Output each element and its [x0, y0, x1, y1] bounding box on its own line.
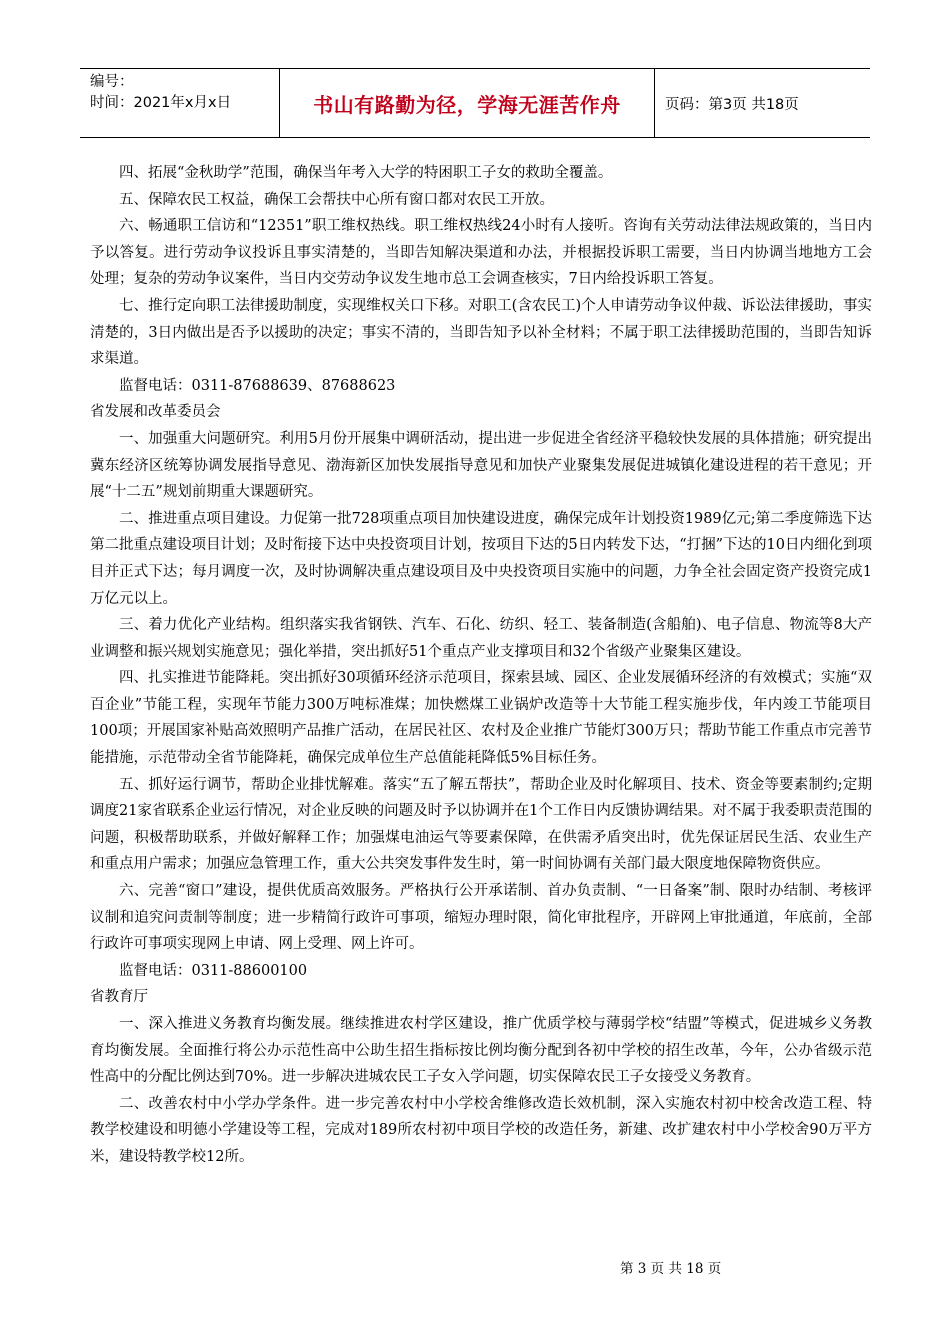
- section-heading: 省发展和改革委员会: [90, 404, 221, 421]
- paragraph: 二、改善农村中小学办学条件。进一步完善农村中小学校舍维修改造长效机制，深入实施农村初中校舍改造工程、特教学校建设和明德小学建设等工程，完成对189所农村初中项目学校的改造任务，新建、改扩建农村中小学校舍90万平方米，建设特教学校12所。: [90, 1095, 872, 1165]
- supervision-phone: 监督电话：0311-87688639、87688623: [119, 377, 396, 394]
- paragraph: 五、抓好运行调节，帮助企业排忧解难。落实“五了解五帮扶”，帮助企业及时化解项目、技术、资金等要素制约;定期调度21家省联系企业运行情况，对企业反映的问题及时予以协调并在1个工作日内反馈协调结果。对不属于我委职责范围的问题，积极帮助联系，并做好解释工作；加强煤电油运气等要素保障，在供需矛盾突出时，优先保证居民生活、农业生产和重点用户需求；加强应急管理工作，重大公共突发事件发生时，第一时间协调有关部门最大限度地保障物资供应。: [90, 776, 872, 873]
- header-page-cell: [655, 69, 870, 137]
- paragraph: 二、推进重点项目建设。力促第一批728项重点项目加快建设进度，确保完成年计划投资1989亿元;第二季度筛选下达第二批重点建设项目计划；及时衔接下达中央投资项目计划，按项目下达的5日内转发下达，“打捆”下达的10日内细化到项目并正式下达；每月调度一次，及时协调解决重点建设项目及中央投资项目实施中的问题，力争全社会固定资产投资完成1万亿元以上。: [90, 510, 872, 607]
- header-page-info: 页码：第3页 共18页: [665, 96, 799, 113]
- header-motto: 书山有路勤为径，学海无涯苦作舟: [313, 92, 621, 117]
- document-body: [90, 160, 872, 1171]
- header-meta: [80, 69, 280, 137]
- paragraph: 三、着力优化产业结构。组织落实我省钢铁、汽车、石化、纺织、轻工、装备制造(含船舶)、电子信息、物流等8大产业调整和振兴规划实施意见；强化举措，突出抓好51个重点产业支撑项目和32个省级产业聚集区建设。: [90, 617, 872, 660]
- paragraph: 六、畅通职工信访和“12351”职工维权热线。职工维权热线24小时有人接听。咨询有关劳动法律法规政策的，当日内予以答复。进行劳动争议投诉且事实清楚的，当即告知解决渠道和办法，并根据投诉职工需要，当日内协调当地地方工会处理；复杂的劳动争议案件，当日内交劳动争议发生地市总工会调查核实，7日内给投诉职工答复。: [90, 218, 872, 288]
- header-motto-cell: [280, 69, 655, 137]
- paragraph: 一、深入推进义务教育均衡发展。继续推进农村学区建设，推广优质学校与薄弱学校“结盟”等模式，促进城乡义务教育均衡发展。全面推行将公办示范性高中公助生招生指标按比例均衡分配到各初中学校的招生改革，今年，公办省级示范性高中的分配比例达到70%。进一步解决进城农民工子女入学问题，切实保障农民工子女接受义务教育。: [90, 1016, 872, 1086]
- paragraph: 七、推行定向职工法律援助制度，实现维权关口下移。对职工(含农民工)个人申请劳动争议仲裁、诉讼法律援助，事实清楚的，3日内做出是否予以援助的决定；事实不清的，当即告知予以补全材料；不属于职工法律援助范围的，当即告知诉求渠道。: [90, 297, 872, 368]
- paragraph: 一、加强重大问题研究。利用5月份开展集中调研活动，提出进一步促进全省经济平稳较快发展的具体措施；研究提出冀东经济区统筹协调发展指导意见、渤海新区加快发展指导意见和加快产业聚集发展促进城镇化建设进程的若干意见；开展“十二五”规划前期重大课题研究。: [90, 430, 872, 501]
- section-heading: 省教育厅: [90, 989, 148, 1006]
- paragraph: 六、完善“窗口”建设，提供优质高效服务。严格执行公开承诺制、首办负责制、“一日备案”制、限时办结制、考核评议制和追究问责制等制度；进一步精简行政许可事项，缩短办理时限，简化审批程序，开辟网上审批通道，年底前，全部行政许可事项实现网上申请、网上受理、网上许可。: [90, 883, 872, 953]
- paragraph: 五、保障农民工权益，确保工会帮扶中心所有窗口都对农民工开放。: [119, 191, 554, 208]
- document-number-label: 编号：: [90, 74, 134, 90]
- paragraph: 四、拓展“金秋助学”范围，确保当年考入大学的特困职工子女的救助全覆盖。: [119, 165, 613, 181]
- paragraph: 四、扎实推进节能降耗。突出抓好30项循环经济示范项目，探索县域、园区、企业发展循环经济的有效模式；实施“双百企业”节能工程，实现年节能力300万吨标准煤；加快燃煤工业锅炉改造等十大节能工程实施步伐，年内竣工节能项目100项；开展国家补贴高效照明产品推广活动，在居民社区、农村及企业推广节能灯300万只；帮助节能工作重点市完善节能措施，示范带动全省节能降耗，确保完成单位生产总值能耗降低5%目标任务。: [90, 670, 872, 767]
- supervision-phone: 监督电话：0311-88600100: [119, 962, 308, 979]
- page-footer: 第 3 页 共 18 页: [620, 1261, 722, 1277]
- document-date: 时间：2021年x月x日: [90, 95, 232, 111]
- page-header: [80, 68, 870, 138]
